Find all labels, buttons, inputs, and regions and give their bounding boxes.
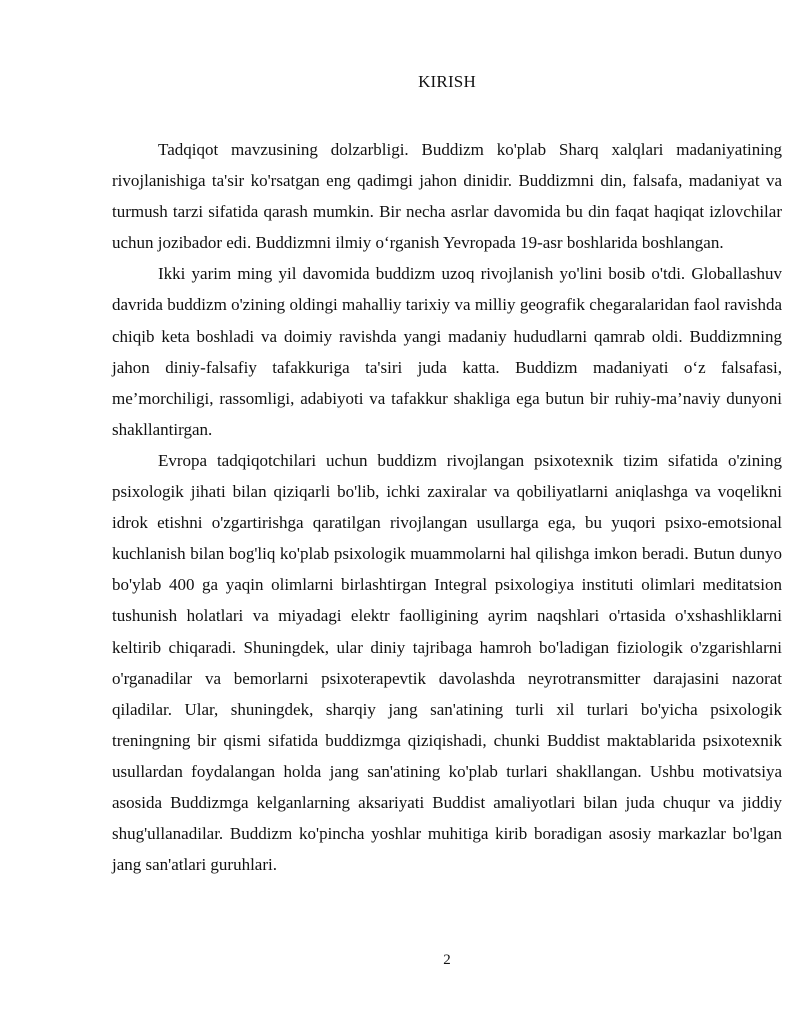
paragraph-history: Ikki yarim ming yil davomida buddizm uzoq rivojlanish yo'lini bosib o'tdi. Globallashuv davrida buddizm o'zining oldingi mahalliy tarixiy va milliy geografik chegaralaridan faol ravishda chiqib keta boshladi va doimiy ravishda yangi madaniy hududlarni qamrab oldi. Buddizmning jahon diniy-falsafiy tafakkuriga ta'siri juda katta. Buddizm madaniyati o‘z falsafasi, me’morchiligi, rassomligi, adabiyoti va tafakkur shakliga ega butun bir ruhiy-ma’naviy dunyoni shakllantirgan. <box>112 264 782 439</box>
document-page <box>112 0 782 1035</box>
section-heading: KIRISH <box>418 72 476 91</box>
page-number: 2 <box>443 952 451 968</box>
body-text <box>112 134 782 880</box>
paragraph-research: Evropa tadqiqotchilari uchun buddizm rivojlangan psixotexnik tizim sifatida o'zining psixologik jihati bilan qiziqarli bo'lib, ichki zaxiralar va qobiliyatlarni aniqlashga va voqelikni idrok etishni o'zgartirishga qaratilgan rivojlangan usullarga ega, bu yuqori psixo-emotsional kuchlanish bilan bog'liq ko'plab psixologik muammolarni hal qilishga imkon beradi. Butun dunyo bo'ylab 400 ga yaqin olimlarni birlashtirgan Integral psixologiya instituti olimlari meditatsion tushunish holatlari va miyadagi elektr faolligining ayrim naqshlari o'rtasida o'xshashliklarni keltirib chiqaradi. Shuningdek, ular diniy tajribaga hamroh bo'ladigan fiziologik o'zgarishlarni o'rganadilar va bemorlarni psixoterapevtik davolashda neyrotransmitter darajasini nazorat qiladilar. Ular, shuningdek, sharqiy jang san'atining turli xil turlari bo'yicha psixologik treningning bir qismi sifatida buddizmga qiziqishadi, chunki Buddist maktablarida psixotexnik usullardan foydalangan holda jang san'atining ko'plab turlari shakllangan. Ushbu motivatsiya asosida Buddizmga kelganlarning aksariyati Buddist amaliyotlari bilan juda chuqur va jiddiy shug'ullanadilar. Buddizm ko'pincha yoshlar muhitiga kirib boradigan asosiy markazlar bo'lgan jang san'atlari guruhlari. <box>112 450 782 875</box>
paragraph-relevance: Tadqiqot mavzusining dolzarbligi. Buddizm ko'plab Sharq xalqlari madaniyatining rivojlanishiga ta'sir ko'rsatgan eng qadimgi jahon dinidir. Buddizmni din, falsafa, madaniyat va turmush tarzi sifatida qarash mumkin. Bir necha asrlar davomida bu din faqat haqiqat izlovchilar uchun jozibador edi. Buddizmni ilmiy o‘rganish Yevropada 19-asr boshlarida boshlangan. <box>112 140 782 253</box>
